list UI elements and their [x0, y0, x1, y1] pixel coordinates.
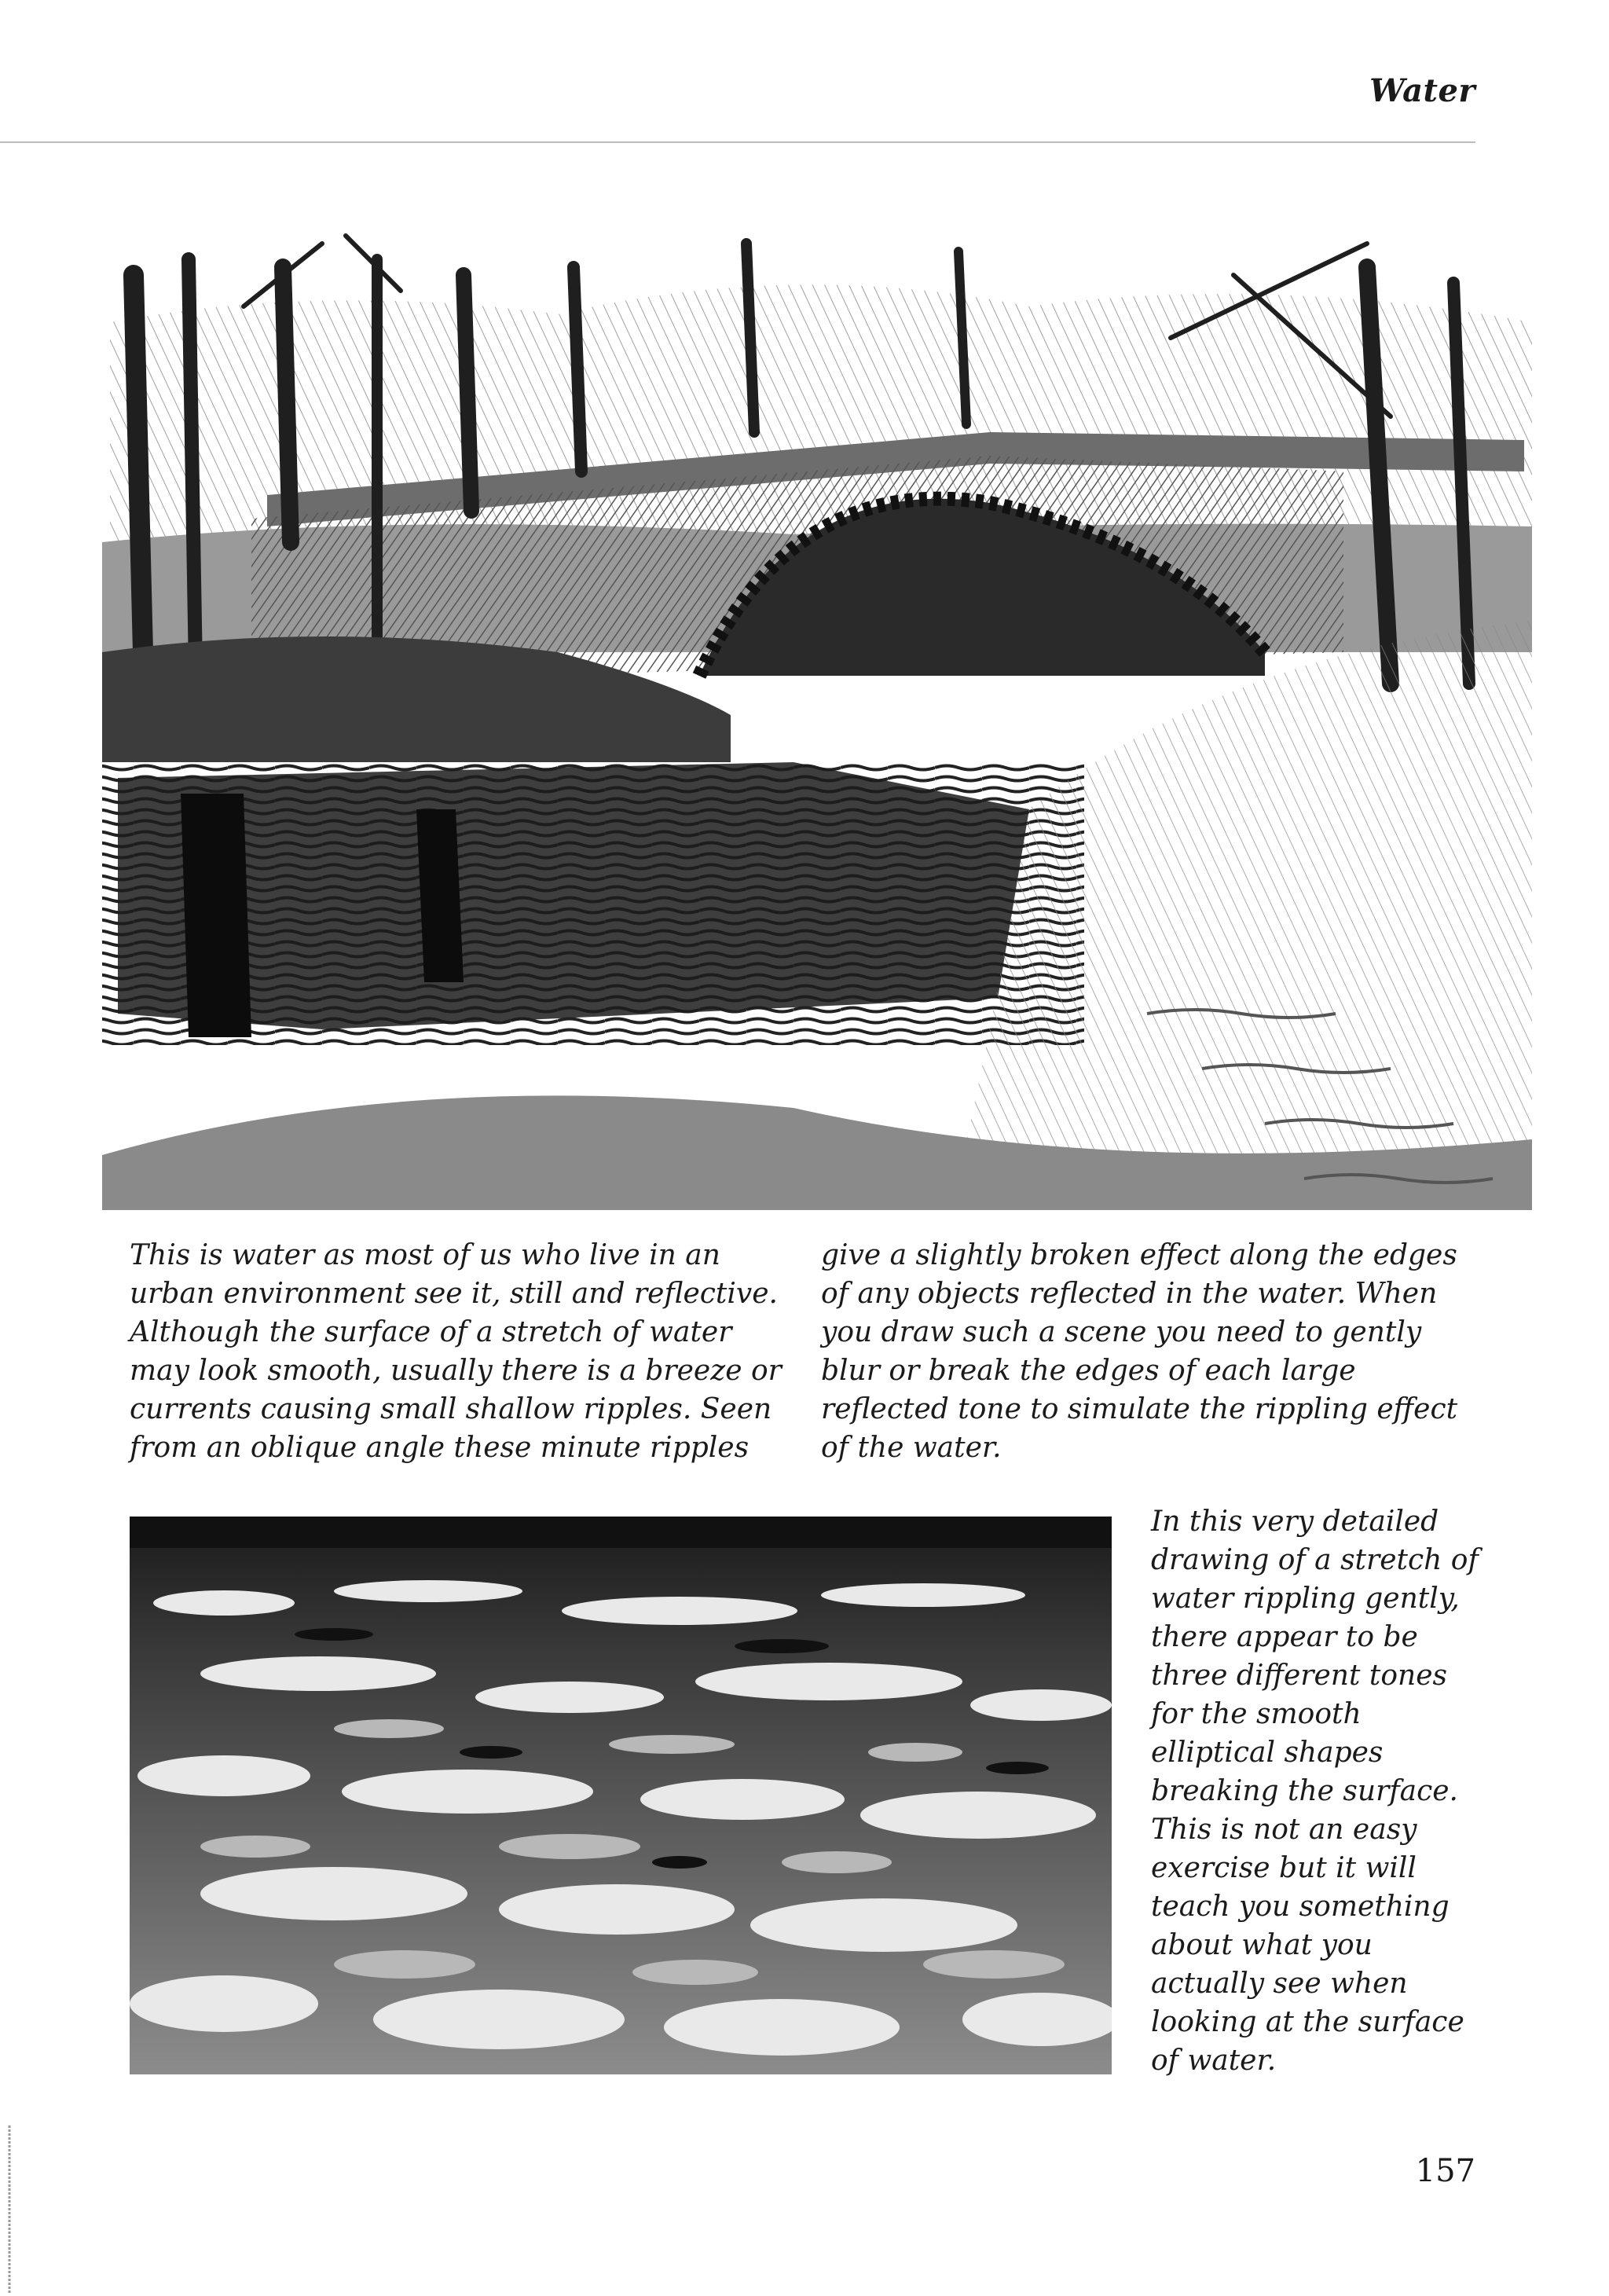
side-caption: In this very detailed drawing of a stretch of water rippling gently, there appear to be three different tones for the smooth elliptical shapes breaking the surface. This is not an easy exercise but it will teach you something about what you actually see when looking at the surface of water.	[1151, 1506, 1479, 2077]
printer-slug-mark	[5, 2125, 14, 2294]
ripples-sketch-figure	[130, 1517, 1112, 2074]
bridge-sketch-figure	[86, 212, 1532, 1210]
running-head: Water	[1369, 72, 1475, 109]
header-rule	[0, 141, 1475, 143]
body-text-left: This is water as most of us who live in an urban environment see it, still and reflective. Although the surface of a stretch of water may look smooth, usually there is a breeze or currents causing small shallow ripples. Seen from an oblique angle these minute ripples	[130, 1239, 782, 1464]
body-text-right: give a slightly broken effect along the edges of any objects reflected in the water. When you draw such a scene you need to gently blur or break the edges of each large reflected tone to simulate the rippling effect of the water.	[821, 1239, 1458, 1464]
page-number: 157	[1415, 2153, 1475, 2189]
